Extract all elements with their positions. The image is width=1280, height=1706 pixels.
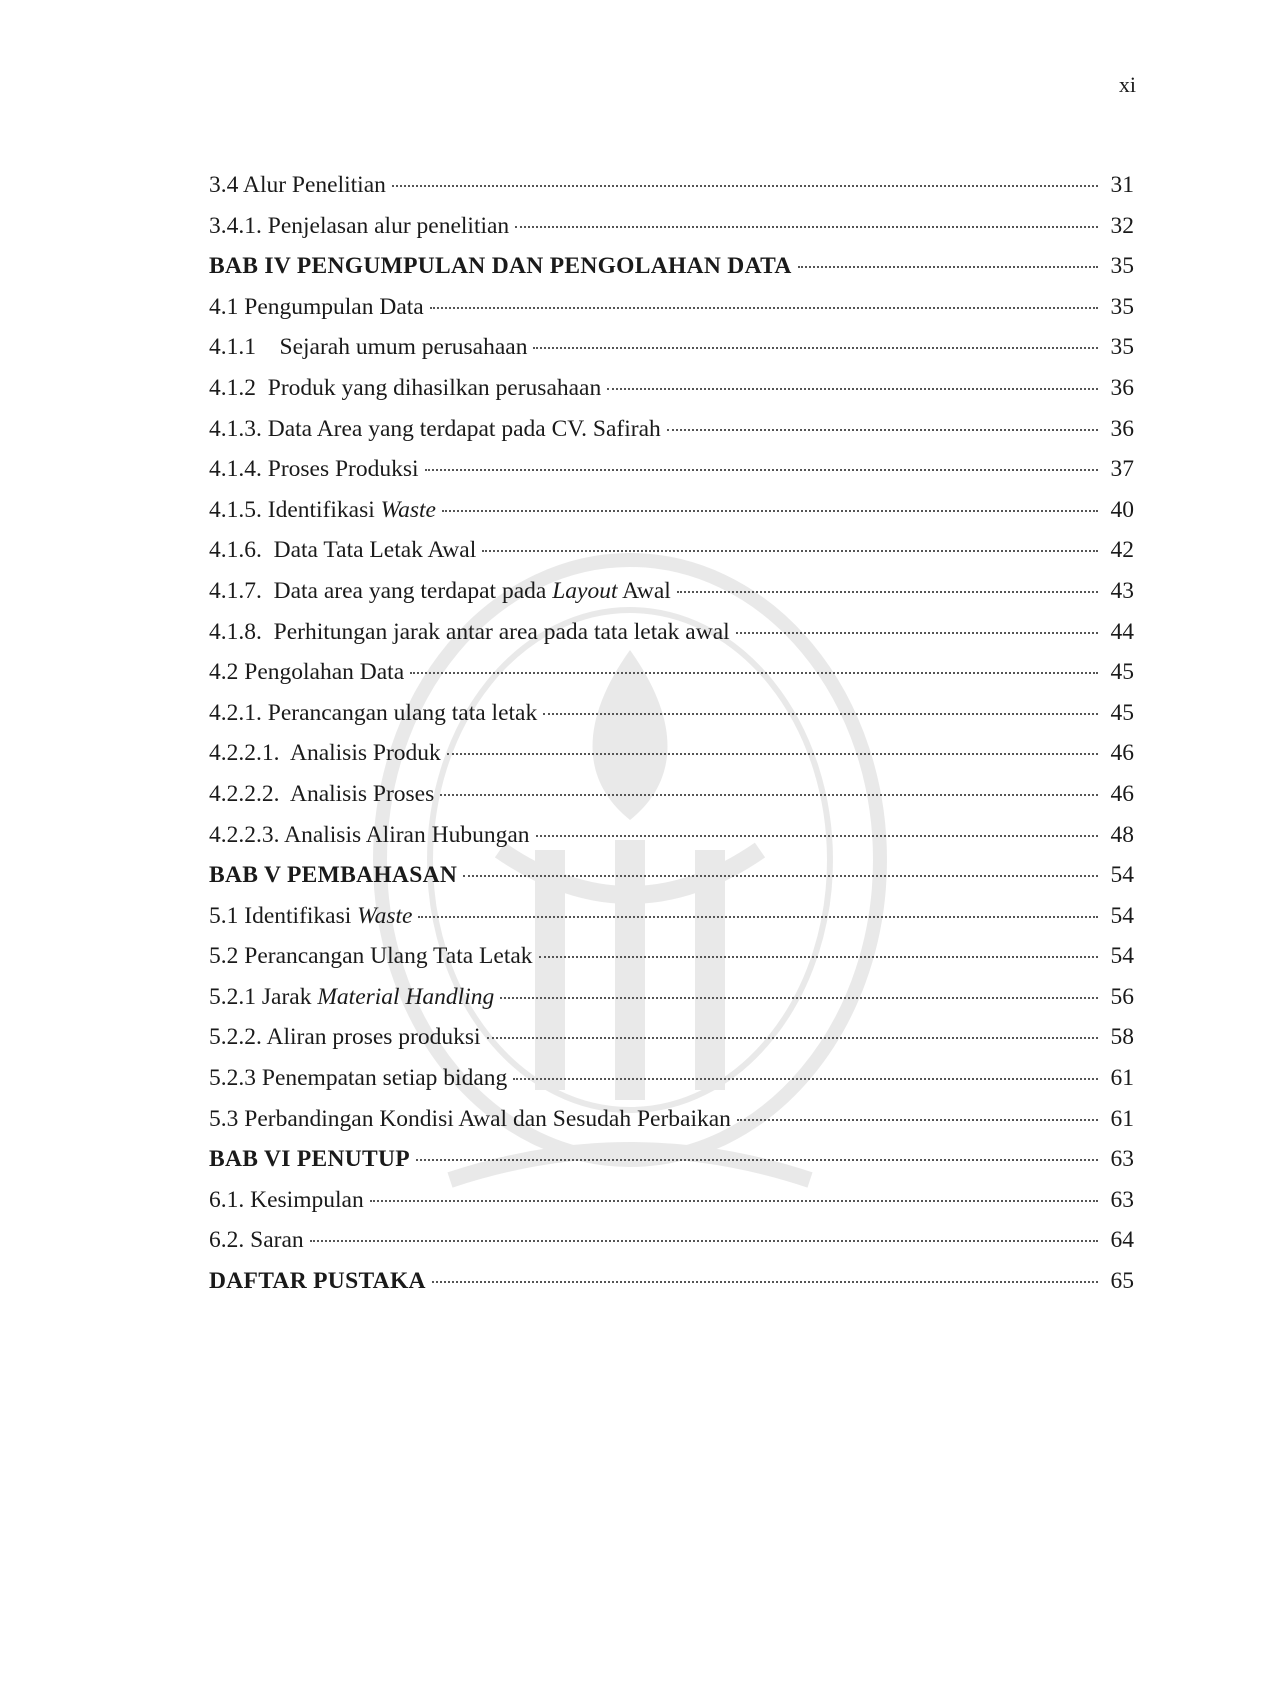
toc-entry[interactable]	[209, 781, 1134, 822]
toc-entry-number: 4.1.8.	[209, 618, 262, 645]
toc-entry-page: 54	[1110, 862, 1134, 889]
toc-entry-label	[209, 619, 730, 646]
dot-leader	[677, 591, 1098, 593]
toc-entry-title: BAB VI PENUTUP	[209, 1146, 410, 1173]
dot-leader	[500, 997, 1098, 999]
toc-entry[interactable]	[209, 1024, 1134, 1065]
toc-entry-title: Penjelasan alur penelitian	[267, 212, 510, 239]
toc-entry-number: 4.2.2.2.	[209, 780, 280, 807]
toc-entry-page: 48	[1110, 821, 1134, 848]
toc-entry-page: 35	[1110, 293, 1134, 320]
toc-entry[interactable]	[209, 416, 1134, 457]
dot-leader	[533, 347, 1098, 349]
toc-entry-title: Perbandingan Kondisi Awal dan Sesudah Perbaikan	[244, 1105, 731, 1132]
toc-entry-title: Identifikasi	[267, 496, 381, 523]
toc-entry-page: 35	[1110, 253, 1134, 280]
toc-entry-label	[209, 1065, 507, 1092]
toc-entry-title: BAB IV PENGUMPULAN DAN PENGOLAHAN DATA	[209, 253, 792, 280]
toc-entry-gap	[262, 619, 274, 645]
toc-entry-title: Saran	[250, 1227, 304, 1254]
toc-entry[interactable]	[209, 334, 1134, 375]
page-number: xi	[1118, 72, 1136, 97]
toc-entry-gap	[280, 781, 290, 807]
toc-entry-label	[209, 456, 419, 483]
toc-entry-number: 3.4.1.	[209, 212, 262, 239]
toc-entry-page: 32	[1110, 212, 1134, 239]
toc-entry-title: BAB V PEMBAHASAN	[209, 862, 458, 889]
toc-entry-italic-term: Waste	[380, 496, 436, 523]
toc-entry[interactable]	[209, 822, 1134, 863]
toc-entry-page: 61	[1110, 1065, 1134, 1092]
toc-entry-title: Data area yang terdapat pada	[273, 577, 553, 604]
dot-leader	[607, 388, 1098, 390]
toc-entry-title: Alur Penelitian	[242, 172, 386, 198]
toc-entry-gap	[262, 537, 274, 563]
toc-entry-gap	[256, 334, 280, 360]
toc-entry-number: 5.3	[209, 1105, 239, 1132]
dot-leader	[513, 1078, 1098, 1080]
toc-entry-label	[209, 497, 436, 524]
toc-entry-label	[209, 294, 424, 321]
toc-entry-page: 65	[1110, 1268, 1134, 1295]
toc-entry-page: 54	[1110, 943, 1134, 970]
dot-leader	[410, 672, 1098, 674]
toc-entry-number: 5.2.1	[209, 983, 256, 1010]
dot-leader	[310, 1240, 1098, 1242]
dot-leader	[543, 713, 1098, 715]
dot-leader	[539, 956, 1098, 958]
toc-entry-page: 44	[1110, 618, 1134, 645]
toc-entry-title: Produk yang dihasilkan perusahaan	[267, 374, 602, 401]
toc-entry-page: 40	[1110, 496, 1134, 523]
toc-entry-title: Analisis Produk	[289, 740, 441, 767]
toc-entry-label	[209, 740, 441, 767]
toc-entry-gap	[280, 740, 290, 766]
toc-entry[interactable]	[209, 537, 1134, 578]
toc-entry[interactable]	[209, 659, 1134, 700]
toc-entry-title: Perhitungan jarak antar area pada tata letak awal	[273, 618, 730, 645]
toc-entry-title: DAFTAR PUSTAKA	[209, 1268, 426, 1295]
toc-entry-label	[209, 537, 476, 564]
dot-leader	[515, 226, 1098, 228]
toc-entry-title: Identifikasi	[244, 902, 358, 929]
toc-entry-title: Perancangan Ulang Tata Letak	[244, 943, 533, 970]
dot-leader	[536, 835, 1098, 837]
dot-leader	[370, 1200, 1098, 1202]
toc-entry-page: 46	[1110, 740, 1134, 767]
toc-entry-title: Sejarah umum perusahaan	[279, 334, 528, 361]
toc-entry-label	[209, 172, 386, 199]
dot-leader	[447, 753, 1098, 755]
toc-entry-number: 3.4	[209, 172, 239, 198]
toc-entry[interactable]	[209, 700, 1134, 741]
toc-entry-label	[209, 862, 457, 889]
toc-entry[interactable]	[209, 1187, 1134, 1228]
dot-leader	[798, 266, 1098, 268]
toc-entry[interactable]	[209, 740, 1134, 781]
toc-entry-italic-term: Material Handling	[317, 983, 495, 1010]
toc-entry-page: 43	[1110, 577, 1134, 604]
toc-entry-italic-term: Layout	[552, 577, 618, 604]
toc-entry-number: 4.1.2	[209, 374, 256, 401]
toc-entry-title: Perancangan ulang tata letak	[267, 699, 538, 726]
table-of-contents	[209, 172, 1134, 1309]
dot-leader	[667, 429, 1098, 431]
toc-entry-page: 56	[1110, 983, 1134, 1010]
toc-entry-page: 36	[1110, 374, 1134, 401]
toc-entry-label	[209, 375, 601, 402]
toc-entry-page: 36	[1110, 415, 1134, 442]
toc-entry-page: 42	[1110, 537, 1134, 564]
toc-entry-title: Data Tata Letak Awal	[273, 537, 477, 564]
toc-entry-page: 46	[1110, 780, 1134, 807]
toc-entry-number: 5.2.2.	[209, 1024, 262, 1051]
toc-entry-title: Proses Produksi	[267, 456, 419, 483]
toc-entry-title-suffix: Awal	[617, 577, 671, 604]
toc-entry-label	[209, 984, 494, 1011]
toc-entry-label	[209, 822, 530, 849]
toc-entry-page: 45	[1110, 699, 1134, 726]
toc-entry-title: Analisis Proses	[289, 780, 435, 807]
toc-entry-label	[209, 213, 509, 240]
toc-entry[interactable]	[209, 1268, 1134, 1309]
toc-entry-page: 61	[1110, 1105, 1134, 1132]
toc-entry-gap	[262, 578, 274, 604]
toc-entry-label	[209, 943, 533, 970]
toc-entry[interactable]	[209, 903, 1134, 944]
dot-leader	[432, 1281, 1098, 1283]
toc-entry[interactable]	[209, 619, 1134, 660]
toc-entry-italic-term: Waste	[357, 902, 413, 929]
toc-entry-title: Pengumpulan Data	[244, 293, 424, 320]
dot-leader	[463, 875, 1098, 877]
dot-leader	[442, 510, 1098, 512]
toc-entry-label	[209, 416, 661, 443]
dot-leader	[416, 1159, 1098, 1161]
toc-entry-label	[209, 659, 404, 686]
dot-leader	[430, 307, 1098, 309]
toc-entry-label	[209, 253, 792, 280]
dot-leader	[482, 550, 1098, 552]
toc-entry-page: 63	[1110, 1146, 1134, 1173]
toc-entry[interactable]	[209, 497, 1134, 538]
toc-entry[interactable]	[209, 1065, 1134, 1106]
toc-entry[interactable]	[209, 862, 1134, 903]
toc-entry[interactable]	[209, 294, 1134, 335]
toc-entry-page: 45	[1110, 659, 1134, 686]
toc-entry-gap	[256, 375, 268, 401]
toc-entry-label	[209, 903, 412, 930]
toc-entry[interactable]	[209, 1106, 1134, 1147]
toc-entry[interactable]	[209, 578, 1134, 619]
toc-entry[interactable]	[209, 172, 1134, 213]
toc-entry-page: 58	[1110, 1024, 1134, 1051]
toc-entry-label	[209, 1268, 426, 1295]
toc-entry-number: 4.1.7.	[209, 577, 262, 604]
toc-entry[interactable]	[209, 984, 1134, 1025]
toc-entry-label	[209, 1024, 481, 1051]
toc-entry-number: 5.1	[209, 902, 239, 929]
toc-entry[interactable]	[209, 943, 1134, 984]
toc-entry-page: 63	[1110, 1186, 1134, 1213]
dot-leader	[425, 469, 1098, 471]
toc-entry[interactable]	[209, 1227, 1134, 1268]
dot-leader	[392, 185, 1098, 187]
toc-entry-label	[209, 1187, 364, 1214]
toc-entry-label	[209, 578, 671, 605]
toc-entry-page: 54	[1110, 902, 1134, 929]
toc-entry[interactable]	[209, 456, 1134, 497]
toc-entry-title: Pengolahan Data	[244, 659, 405, 686]
dot-leader	[737, 1119, 1098, 1121]
toc-entry[interactable]	[209, 1146, 1134, 1187]
toc-entry-number: 4.2	[209, 659, 239, 686]
toc-entry-number: 6.1.	[209, 1186, 245, 1213]
toc-entry-number: 4.1	[209, 293, 239, 320]
toc-entry-number: 4.1.6.	[209, 537, 262, 564]
toc-entry-page: 31	[1110, 172, 1134, 198]
toc-entry-number: 5.2	[209, 943, 239, 970]
toc-entry-label	[209, 334, 527, 361]
toc-entry-number: 4.1.5.	[209, 496, 262, 523]
toc-entry-label	[209, 1146, 410, 1173]
toc-entry-page: 64	[1110, 1227, 1134, 1254]
toc-entry[interactable]	[209, 375, 1134, 416]
dot-leader	[736, 632, 1098, 634]
dot-leader	[440, 794, 1098, 796]
dot-leader	[418, 916, 1098, 918]
toc-entry-title: Data Area yang terdapat pada CV. Safirah	[267, 415, 661, 442]
toc-entry-title: Penempatan setiap bidang	[261, 1065, 508, 1092]
toc-entry-number: 4.2.2.3.	[209, 821, 280, 848]
toc-entry-label	[209, 1227, 304, 1254]
toc-entry-label	[209, 1106, 731, 1133]
toc-entry-page: 37	[1110, 456, 1134, 483]
toc-entry-title: Jarak	[261, 983, 318, 1010]
toc-entry[interactable]	[209, 253, 1134, 294]
toc-entry-label	[209, 700, 537, 727]
toc-entry-title: Analisis Aliran Hubungan	[284, 821, 530, 848]
toc-entry-number: 4.1.1	[209, 334, 256, 361]
toc-entry-number: 6.2.	[209, 1227, 245, 1254]
toc-entry-page: 35	[1110, 334, 1134, 361]
toc-entry[interactable]	[209, 213, 1134, 254]
dot-leader	[487, 1037, 1098, 1039]
toc-entry-label	[209, 781, 434, 808]
toc-entry-number: 4.1.3.	[209, 415, 262, 442]
toc-entry-title: Aliran proses produksi	[266, 1024, 481, 1051]
toc-entry-number: 5.2.3	[209, 1065, 256, 1092]
toc-entry-title: Kesimpulan	[250, 1186, 364, 1213]
toc-entry-number: 4.2.1.	[209, 699, 262, 726]
toc-entry-number: 4.1.4.	[209, 456, 262, 483]
toc-entry-number: 4.2.2.1.	[209, 740, 280, 767]
